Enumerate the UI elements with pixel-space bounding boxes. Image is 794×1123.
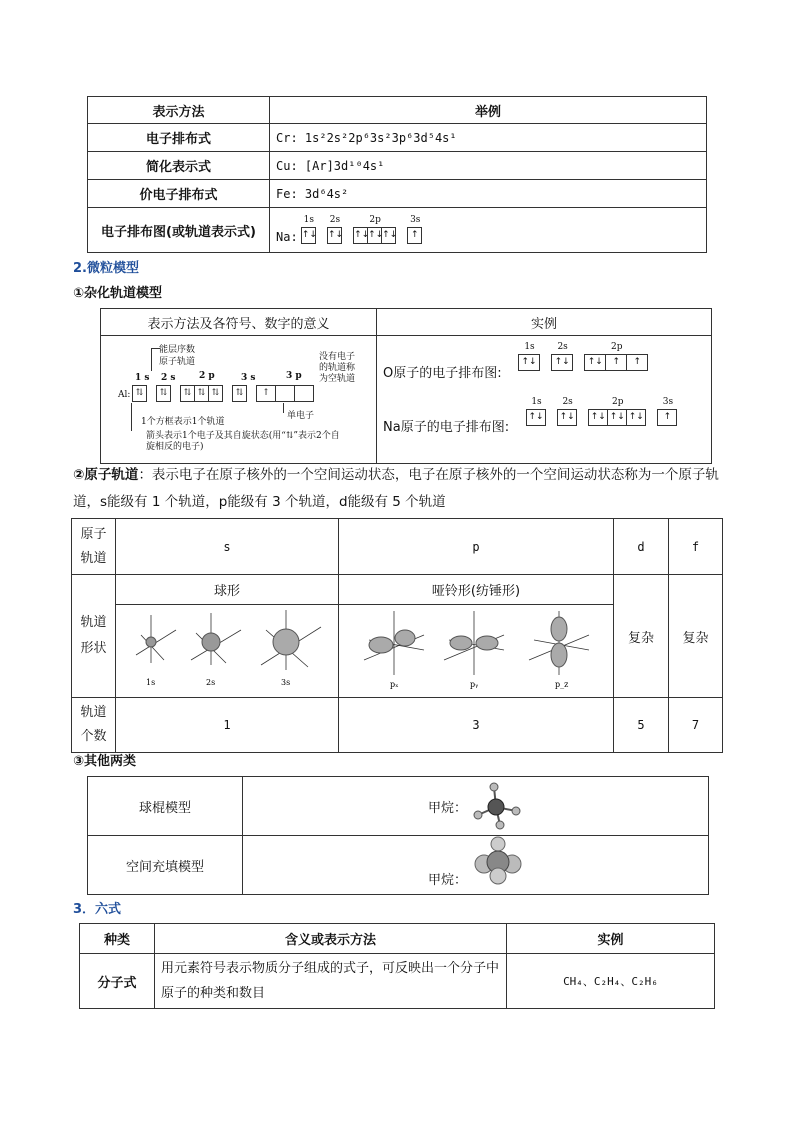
method-cell: 电子排布式	[88, 124, 270, 152]
subsection-title: ③其他两类	[73, 754, 137, 769]
notation-diagram-cell: 能层序数 原子轨道 没有电子的轨道称为空轨道 Al: 1 s 2 s 2 p 3 s 3 p ⇅ ⇅ ⇅ ⇅ ⇅ ⇅ ↑ 单电子 1个方框表示1个轨道 箭头表示1个电子及其自旋状态(用“⇅”表示2个自旋相反的电子)	[101, 336, 377, 464]
p-shape-name: 哑铃形(纺锤形)	[339, 575, 614, 605]
count-f: 7	[669, 698, 723, 753]
kind-cell: 分子式	[80, 954, 155, 1009]
empty-orbital-note: 没有电子的轨道称为空轨道	[319, 352, 356, 384]
orbital-note: 原子轨道	[159, 357, 196, 367]
subsection-title: ①杂化轨道模型	[73, 286, 163, 301]
molecular-model-table	[87, 776, 709, 895]
example-cell: CH₄、C₂H₄、C₂H₆	[507, 954, 715, 1009]
model-example-label: 甲烷：	[428, 873, 468, 888]
header-example: 实例	[507, 924, 715, 954]
header-method: 表示方法	[88, 97, 270, 124]
box-note: 1个方框表示1个轨道	[141, 417, 225, 427]
method-cell: 电子排布图(或轨道表示式)	[88, 208, 270, 253]
d-shape: 复杂	[614, 575, 669, 698]
section-title: 2.微粒模型	[73, 261, 139, 276]
p-label: pₓ	[390, 680, 399, 689]
space-filling-methane-icon	[470, 836, 526, 886]
orbital-label: 2 s	[161, 373, 176, 383]
six-formulas-table	[79, 923, 715, 1009]
example-cell: Cu: [Ar]3d¹⁰4s¹	[270, 152, 707, 180]
header-instance: 实例	[377, 309, 712, 336]
s-orbitals-icon	[116, 605, 338, 693]
section-title: 3．六式	[73, 902, 122, 917]
model-example-cell	[243, 836, 709, 895]
orbital-label: 3 s	[241, 373, 256, 383]
arrow-note: 箭头表示1个电子及其自旋状态(用“⇅”表示2个自旋相反的电子)	[146, 431, 340, 452]
s-label: 2s	[206, 678, 216, 687]
orbital-label: 2s	[329, 214, 341, 225]
col-d: d	[614, 519, 669, 575]
header-meaning: 含义或表示方法	[155, 924, 507, 954]
orbital-label: 2 p	[199, 371, 215, 381]
ball-and-stick-methane-icon	[470, 781, 526, 831]
orbital-label: 1 s	[135, 373, 150, 383]
orbital-diagram-cell: Na: 1s ↑↓ 2s ↑↓ 2p ↑↓↑↓↑↓ 3s ↑	[270, 208, 707, 253]
orbital-label: 3 p	[286, 371, 302, 381]
na-example-label: Na原子的电子排布图:	[383, 420, 510, 435]
hybrid-orbital-table	[100, 308, 712, 464]
header-example: 举例	[270, 97, 707, 124]
model-name: 球棍模型	[88, 777, 243, 836]
orbital-label: 2p	[369, 214, 381, 225]
p-label: p_z	[555, 680, 569, 689]
na-label: Na:	[276, 229, 298, 244]
model-example-label: 甲烷：	[428, 801, 468, 816]
single-electron-note: 单电子	[287, 411, 315, 421]
atomic-orbital-paragraph	[73, 462, 728, 516]
method-cell: 价电子排布式	[88, 180, 270, 208]
s-label: 1s	[146, 678, 156, 687]
orbital-label: 3s	[410, 214, 421, 225]
o-example-label: O原子的电子排布图:	[383, 366, 502, 381]
col-p: p	[339, 519, 614, 575]
col-f: f	[669, 519, 723, 575]
p-orbital-images	[339, 605, 614, 698]
row-header-count: 轨道个数	[72, 698, 116, 753]
example-cell: Fe: 3d⁶4s²	[270, 180, 707, 208]
example-cell: Cr: 1s²2s²2p⁶3s²3p⁶3d⁵4s¹	[270, 124, 707, 152]
electron-notation-table	[87, 96, 707, 253]
header-meaning: 表示方法及各符号、数字的意义	[101, 309, 377, 336]
paragraph-text: ：表示电子在原子核外的一个空间运动状态，电子在原子核外的一个空间运动状态称为一个原子轨道，s能级有 1 个轨道，p能级有 3 个轨道，d能级有 5 个轨道	[73, 467, 719, 510]
s-orbital-images	[116, 605, 339, 698]
p-label: pᵧ	[470, 680, 479, 689]
header-kind: 种类	[80, 924, 155, 954]
instance-cell: O原子的电子排布图: 1s ↑↓ 2s ↑↓ 2p ↑↓ ↑ ↑ Na原子的电子排布图: 1s ↑↓ 2s ↑↓ 2p ↑↓ ↑↓ ↑↓ 3s ↑	[377, 336, 712, 464]
model-example-cell	[243, 777, 709, 836]
count-s: 1	[116, 698, 339, 753]
method-cell: 简化表示式	[88, 152, 270, 180]
orbital-shape-table	[71, 518, 723, 753]
row-header-orbital: 原子轨道	[72, 519, 116, 575]
orbital-label: 1s	[303, 214, 314, 225]
col-s: s	[116, 519, 339, 575]
s-shape-name: 球形	[116, 575, 339, 605]
row-header-shape: 轨道形状	[72, 575, 116, 698]
level-note: 能层序数	[159, 345, 196, 355]
f-shape: 复杂	[669, 575, 723, 698]
count-p: 3	[339, 698, 614, 753]
paragraph-label: ②原子轨道	[73, 467, 139, 483]
count-d: 5	[614, 698, 669, 753]
element-label: Al:	[118, 390, 131, 400]
p-orbitals-icon	[339, 605, 613, 693]
model-name: 空间充填模型	[88, 836, 243, 895]
meaning-cell: 用元素符号表示物质分子组成的式子，可反映出一个分子中原子的种类和数目	[155, 954, 507, 1009]
s-label: 3s	[281, 678, 291, 687]
